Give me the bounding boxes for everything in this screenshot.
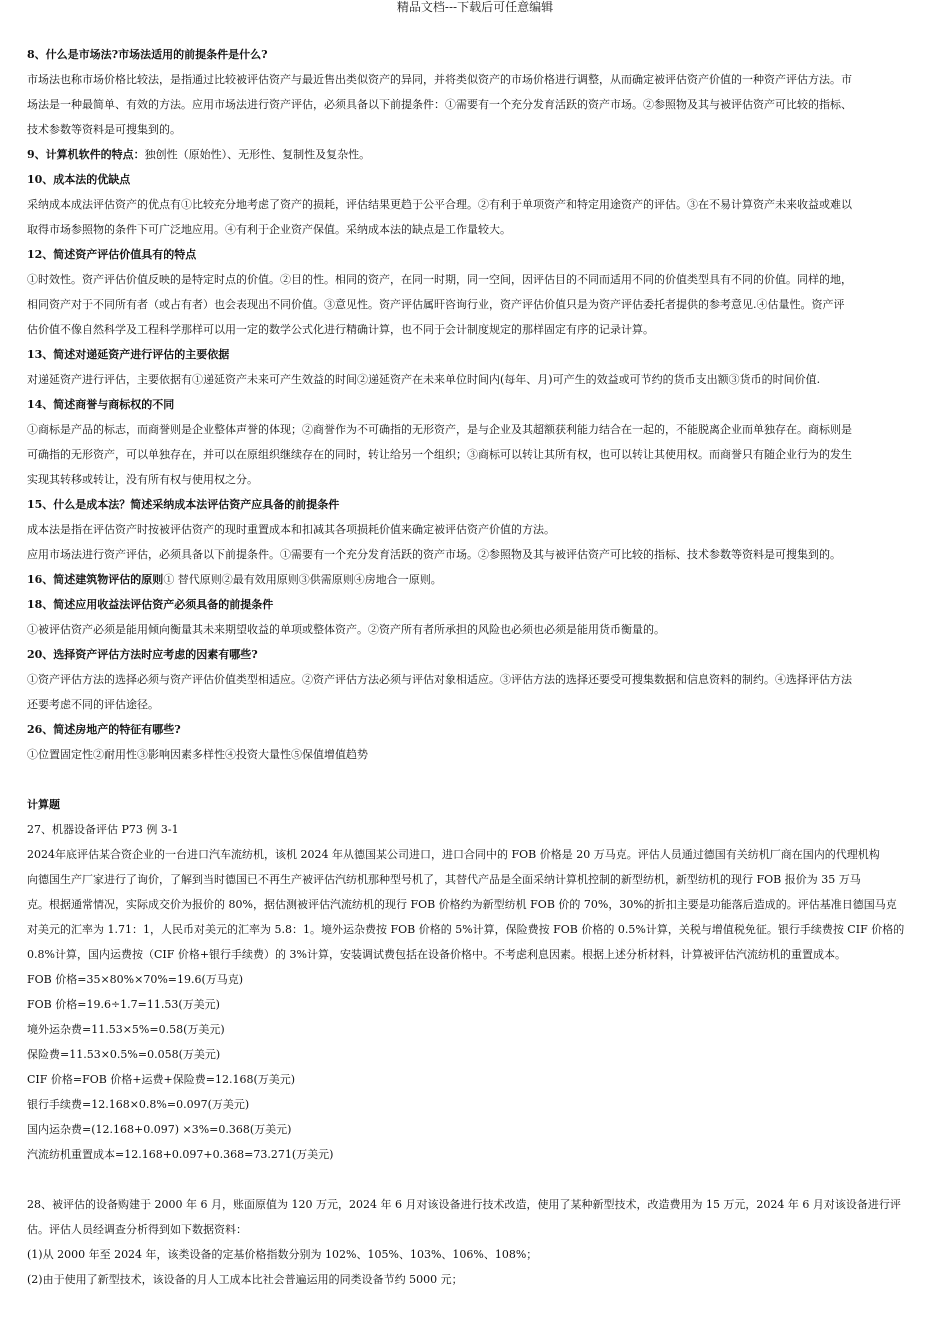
paragraph-line: 0.8%计算，国内运费按（CIF 价格+银行手续费）的 3%计算，安装调试费包括在设备价格中。不考虑利息因素。根据上述分析材料，计算被评估汽流纺机的重置成本。 bbox=[27, 948, 846, 961]
calc-line: 汽流纺机重置成本=12.168+0.097+0.368=73.271(万美元) bbox=[27, 1148, 334, 1161]
paragraph-line: 向德国生产厂家进行了询价，了解到当时德国已不再生产被评估汽纺机那种型号机了，其替代产品是全面采纳计算机控制的新型纺机，新型纺机的现行 FOB 报价为 35 万马 bbox=[27, 873, 861, 886]
calc-line: FOB 价格=35×80%×70%=19.6(万马克) bbox=[27, 973, 244, 986]
paragraph-line: ①被评估资产必须是能用倾向衡量其未来期望收益的单项或整体资产。②资产所有者所承担的风险也必须也必须是能用货币衡量的。 bbox=[27, 623, 665, 636]
calc-line: 国内运杂费=(12.168+0.097) ×3%=0.368(万美元) bbox=[27, 1123, 292, 1136]
answer-text: 独创性（原始性）、无形性、复制性及复杂性。 bbox=[144, 148, 371, 161]
calc-line: CIF 价格=FOB 价格+运费+保险费=12.168(万美元) bbox=[27, 1073, 296, 1086]
calc-line: 境外运杂费=11.53×5%=0.58(万美元) bbox=[27, 1023, 225, 1036]
paragraph-line: 2024年底评估某合资企业的一台进口汽车流纺机，该机 2024 年从德国某公司进口，进口合同中的 FOB 价格是 20 万马克。评估人员通过德国有关纺机厂商在国内的代理机构 bbox=[27, 848, 880, 861]
question-title: 20、选择资产评估方法时应考虑的因素有哪些? bbox=[27, 648, 258, 661]
question-title: 12、简述资产评估价值具有的特点 bbox=[27, 248, 197, 261]
question-title: 8、什么是市场法?市场法适用的前提条件是什么? bbox=[27, 48, 268, 61]
paragraph-line: 对递延资产进行评估，主要依据有①递延资产未来可产生效益的时间②递延资产在未来单位时间内(每年、月)可产生的效益或可节约的货币支出额③货币的时间价值. bbox=[27, 373, 821, 386]
question-title: 27、机器设备评估 P73 例 3-1 bbox=[27, 823, 179, 836]
calc-line: 银行手续费=12.168×0.8%=0.097(万美元) bbox=[27, 1098, 250, 1111]
spacer bbox=[27, 1167, 927, 1192]
paragraph-line: 对美元的汇率为 1.71：1，人民币对美元的汇率为 5.8：1。境外运杂费按 FOB 价格的 5%计算，保险费按 FOB 价格的 0.5%计算，关税与增值税免征。银行手续费按 CIF 价格的 bbox=[27, 923, 905, 936]
paragraph-line: 估。评估人员经调查分析得到如下数据资料： bbox=[27, 1223, 247, 1236]
paragraph-line: 应用市场法进行资产评估，必须具备以下前提条件。①需要有一个充分发育活跃的资产市场。②参照物及其与被评估资产可比较的指标、技术参数等资料是可搜集到的。 bbox=[27, 548, 841, 561]
section-title: 计算题 bbox=[27, 798, 60, 811]
calc-line: FOB 价格=19.6÷1.7=11.53(万美元) bbox=[27, 998, 220, 1011]
question-title: 16、简述建筑物评估的原则 bbox=[27, 573, 164, 586]
paragraph-line: (2)由于使用了新型技术，该设备的月人工成本比社会普遍运用的同类设备节约 5000 元； bbox=[27, 1273, 463, 1286]
question-title: 10、成本法的优缺点 bbox=[27, 173, 131, 186]
spacer bbox=[27, 767, 927, 792]
question-line bbox=[27, 567, 927, 592]
question-title: 26、简述房地产的特征有哪些? bbox=[27, 723, 181, 736]
paragraph-line: 采纳成本成法评估资产的优点有①比较充分地考虑了资产的损耗，评估结果更趋于公平合理。②有利于单项资产和特定用途资产的评估。③在不易计算资产未来收益或难以 bbox=[27, 198, 852, 211]
paragraph-line: 成本法是指在评估资产时按被评估资产的现时重置成本和扣减其各项损耗价值来确定被评估资产价值的方法。 bbox=[27, 523, 555, 536]
document-content bbox=[27, 42, 927, 1292]
paragraph-line: 取得市场参照物的条件下可广泛地应用。④有利于企业资产保值。采纳成本法的缺点是工作量较大。 bbox=[27, 223, 511, 236]
paragraph-line: 实现其转移或转让，没有所有权与使用权之分。 bbox=[27, 473, 258, 486]
paragraph-line: 还要考虑不同的评估途径。 bbox=[27, 698, 159, 711]
paragraph-line: 市场法也称市场价格比较法，是指通过比较被评估资产与最近售出类似资产的异同，并将类似资产的市场价格进行调整，从而确定被评估资产价值的一种资产评估方法。市 bbox=[27, 73, 852, 86]
question-line bbox=[27, 142, 927, 167]
page-header: 精品文档---下载后可任意编辑 bbox=[396, 0, 554, 14]
paragraph-line: (1)从 2000 年至 2024 年，该类设备的定基价格指数分别为 102%、105%、103%、106%、108%； bbox=[27, 1248, 538, 1261]
question-title: 14、简述商誉与商标权的不同 bbox=[27, 398, 175, 411]
question-title: 15、什么是成本法？简述采纳成本法评估资产应具备的前提条件 bbox=[27, 498, 340, 511]
answer-text: ① 替代原则②最有效用原则③供需原则④房地合一原则。 bbox=[163, 573, 442, 586]
paragraph-line: ①资产评估方法的选择必须与资产评估价值类型相适应。②资产评估方法必须与评估对象相适应。③评估方法的选择还要受可搜集数据和信息资料的制约。④选择评估方法 bbox=[27, 673, 852, 686]
paragraph-line: 技术参数等资料是可搜集到的。 bbox=[27, 123, 181, 136]
question-title: 18、简述应用收益法评估资产必须具备的前提条件 bbox=[27, 598, 274, 611]
paragraph-line: ①时效性。资产评估价值反映的是特定时点的价值。②目的性。相同的资产，在同一时期，同一空间，因评估目的不同而适用不同的价值类型具有不同的价值。同样的地， bbox=[27, 273, 852, 286]
paragraph-line: ①商标是产品的标志，而商誉则是企业整体声誉的体现；②商誉作为不可确指的无形资产，是与企业及其超额获利能力结合在一起的，不能脱离企业而单独存在。商标则是 bbox=[27, 423, 852, 436]
paragraph-line: 场法是一种最简单、有效的方法。应用市场法进行资产评估，必须具备以下前提条件：①需要有一个充分发育活跃的资产市场。②参照物及其与被评估资产可比较的指标、 bbox=[27, 98, 852, 111]
question-title: 9、计算机软件的特点： bbox=[27, 148, 145, 161]
paragraph-line: 估价值不像自然科学及工程科学那样可以用一定的数学公式化进行精确计算，也不同于会计制度规定的那样固定有序的记录计算。 bbox=[27, 323, 654, 336]
paragraph-line: 28、被评估的设备购建于 2000 年 6 月，账面原值为 120 万元，2024 年 6 月对该设备进行技术改造，使用了某种新型技术，改造费用为 15 万元，2024 年 6 月对该设备进行评 bbox=[27, 1198, 901, 1211]
paragraph-line: ①位置固定性②耐用性③影响因素多样性④投资大量性⑤保值增值趋势 bbox=[27, 748, 368, 761]
question-title: 13、简述对递延资产进行评估的主要依据 bbox=[27, 348, 230, 361]
calc-line: 保险费=11.53×0.5%=0.058(万美元) bbox=[27, 1048, 221, 1061]
paragraph-line: 克。根据通常情况，实际成交价为报价的 80%，据估测被评估汽流纺机的现行 FOB 价格约为新型纺机 FOB 价的 70%，30%的折扣主要是功能落后造成的。评估基准日德国马克 bbox=[27, 898, 897, 911]
paragraph-line: 相同资产对于不同所有者（或占有者）也会表现出不同价值。③意见性。资产评估属旰咨询行业，资产评估价值只是为资产评估委托者提供的参考意见.④估量性。资产评 bbox=[27, 298, 845, 311]
paragraph-line: 可确指的无形资产，可以单独存在，并可以在原组织继续存在的同时，转让给另一个组织；③商标可以转让其所有权，也可以转让其使用权。而商誉只有随企业行为的发生 bbox=[27, 448, 852, 461]
